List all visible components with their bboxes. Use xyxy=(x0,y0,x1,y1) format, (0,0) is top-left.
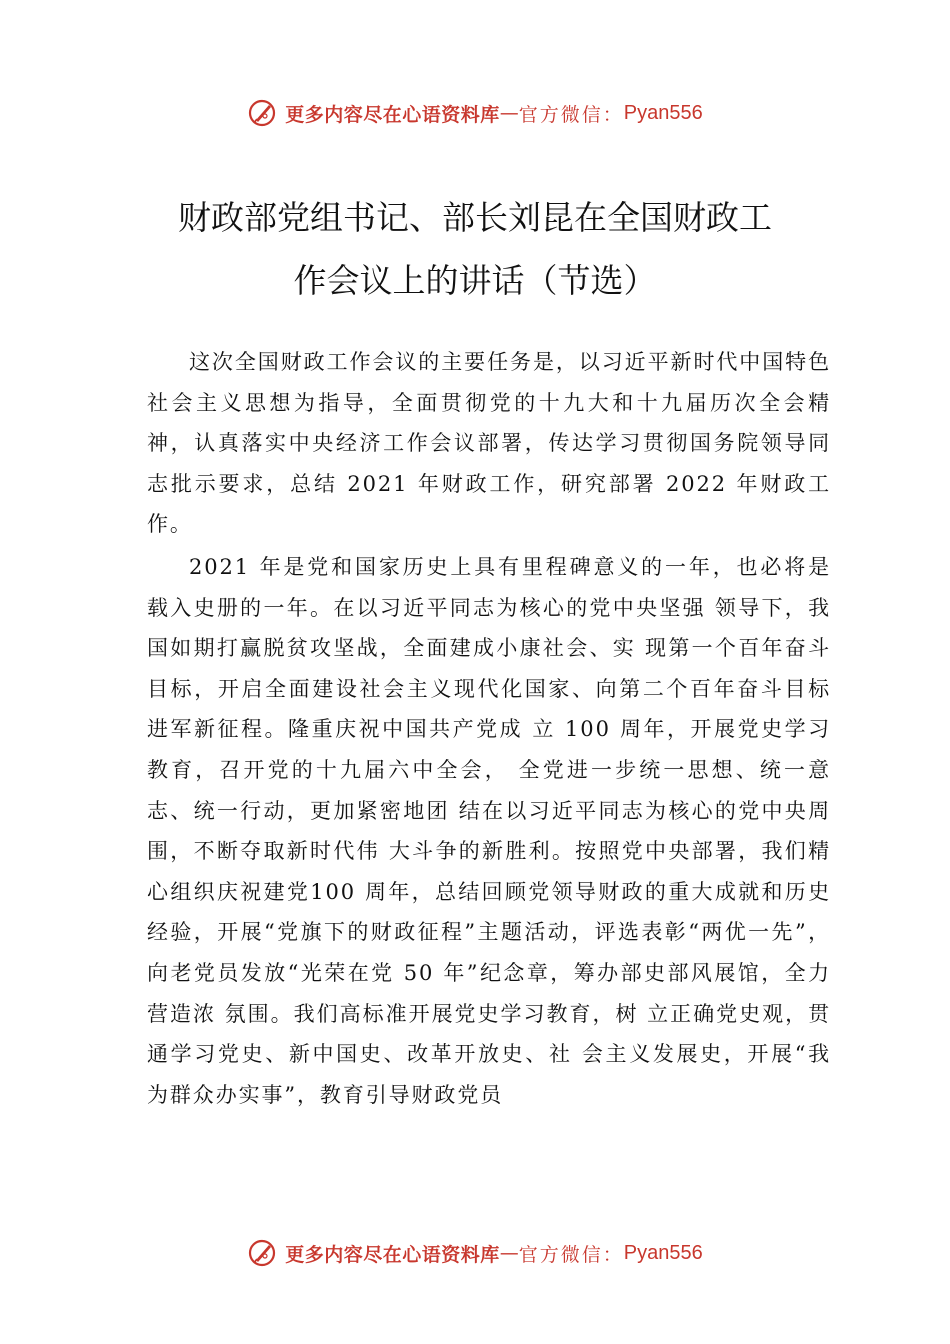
quill-pen-logo-icon xyxy=(247,98,277,128)
banner-separator: — xyxy=(499,1242,519,1264)
banner-wechat-label: 官方微信： xyxy=(518,103,624,126)
banner-wechat-id: Pyan556 xyxy=(623,1241,703,1264)
banner-wechat-id: Pyan556 xyxy=(623,101,703,124)
title-line-1: 财政部党组书记、部长刘昆在全国财政工 xyxy=(178,198,772,237)
title-line-2: 作会议上的讲话（节选） xyxy=(293,261,657,300)
document-title xyxy=(0,186,950,312)
document-body xyxy=(147,342,831,1115)
banner-wechat-label: 官方微信： xyxy=(518,1243,624,1266)
banner-main-text: 更多内容尽在心语资料库 xyxy=(285,103,500,126)
footer-banner xyxy=(0,1233,950,1273)
paragraph-1: 这次全国财政工作会议的主要任务是，以习近平新时代中国特色社会主义思想为指导，全面贯彻党的十九大和十九届历次全会精神，认真落实中央经济工作会议部署，传达学习贯彻国务院领导同志批示要求，总结 2021 年财政工作，研究部署 2022 年财政工作。 xyxy=(147,350,831,537)
paragraph-2: 2021 年是党和国家历史上具有里程碑意义的一年，也必将是载入史册的一年。在以习近平同志为核心的党中央坚强 领导下，我国如期打赢脱贫攻坚战，全面建成小康社会、实 现第一个百年奋斗目标，开启全面建设社会主义现代化国家、向第二个百年奋斗目标进军新征程。隆重庆祝中国共产党成 立 100 周年，开展党史学习教育，召开党的十九届六中全会， 全党进一步统一思想、统一意志、统一行动，更加紧密地团 结在以习近平同志为核心的党中央周围，不断夺取新时代伟 大斗争的新胜利。按照党中央部署，我们精心组织庆祝建党100 周年，总结回顾党领导财政的重大成就和历史经验，开展“党旗下的财政征程”主题活动，评选表彰“两优一先”， 向老党员发放“光荣在党 50 年”纪念章，筹办部史部风展馆，全力营造浓 氛围。我们高标准开展党史学习教育，树 立正确党史观，贯通学习党史、新中国史、改革开放史、社 会主义发展史，开展“我为群众办实事”，教育引导财政党员 xyxy=(147,554,831,1107)
banner-main-text: 更多内容尽在心语资料库 xyxy=(285,1243,500,1266)
header-banner xyxy=(0,93,950,133)
banner-separator: — xyxy=(499,102,519,124)
quill-pen-logo-icon xyxy=(247,1238,277,1268)
